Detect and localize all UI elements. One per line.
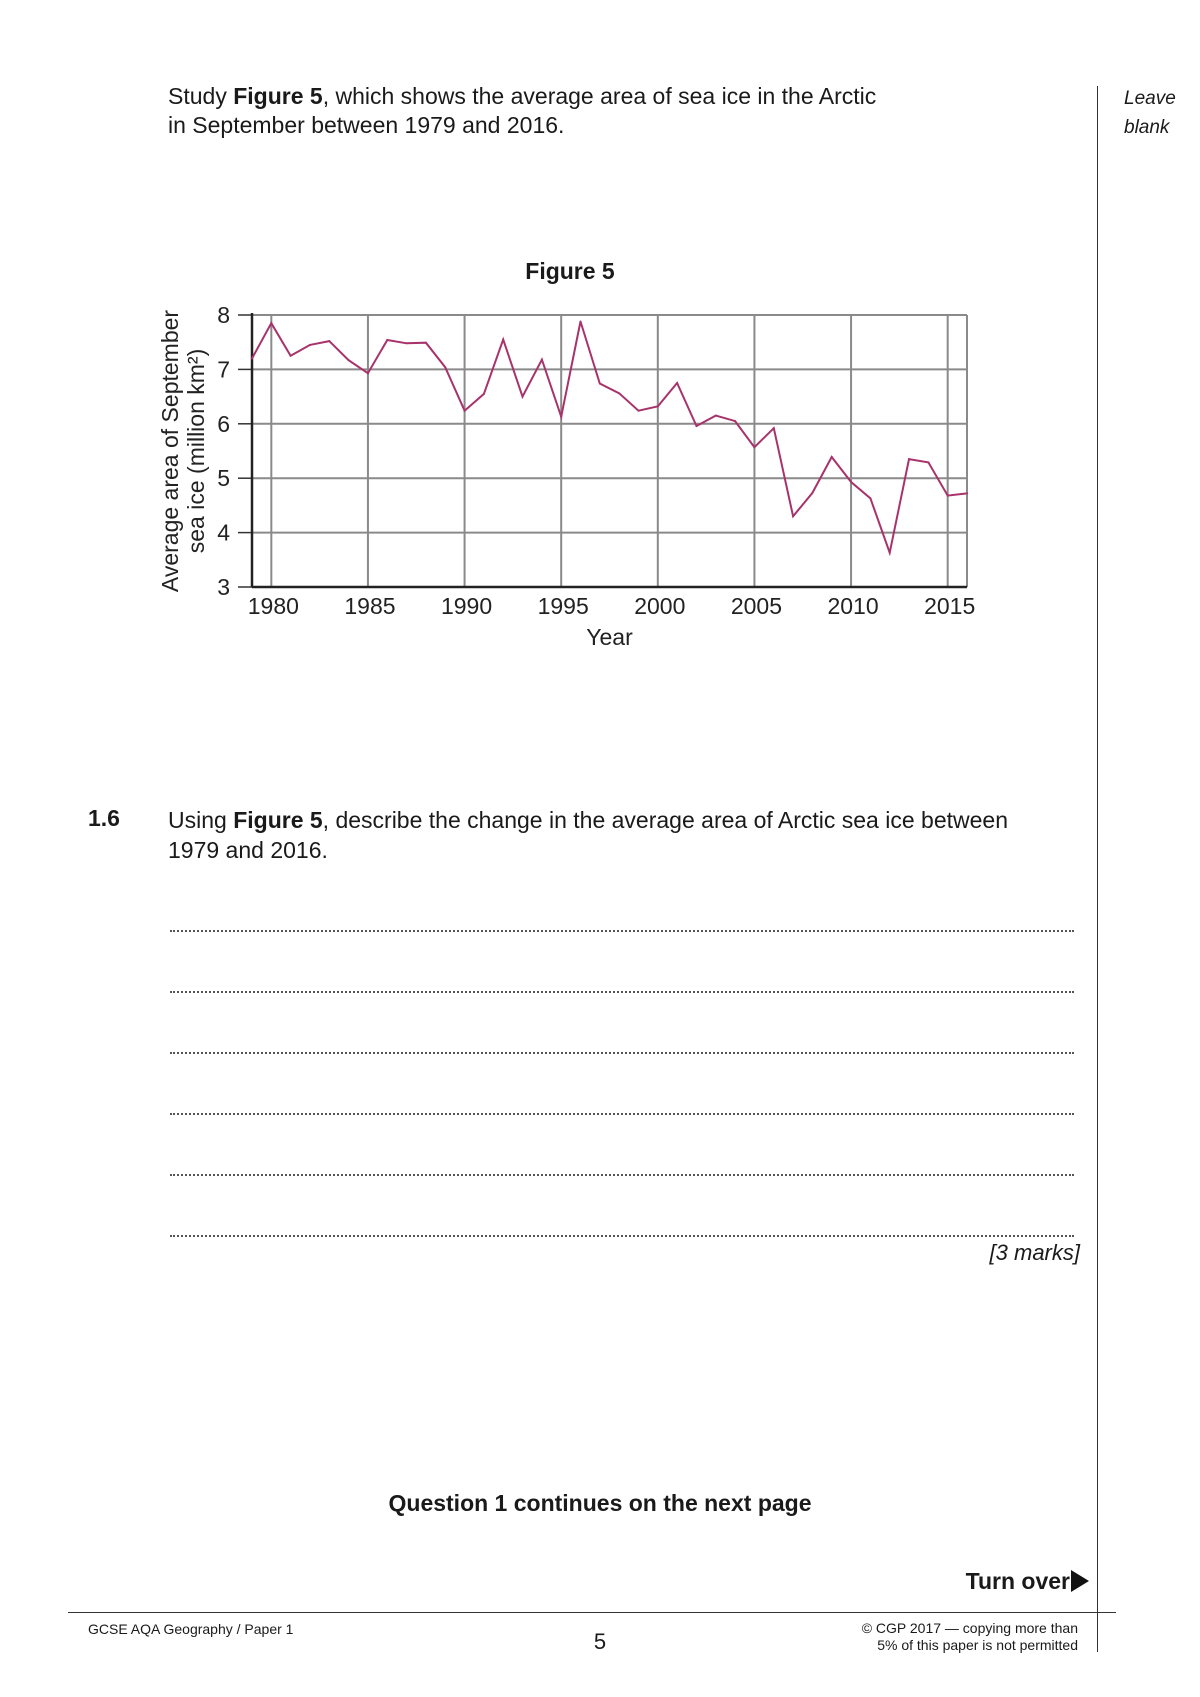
data-point — [908, 458, 910, 460]
margin-note-line1: Leave — [1124, 88, 1176, 109]
data-point — [599, 383, 601, 385]
x-tick-label: 1980 — [247, 593, 299, 619]
answer-line[interactable] — [170, 1052, 1074, 1054]
data-point — [444, 366, 446, 368]
footer-right — [770, 1620, 1078, 1654]
data-point — [541, 359, 543, 361]
intro-line1-rest: , which shows the average area of sea ice in the Arctic — [322, 83, 877, 109]
answer-line[interactable] — [170, 1174, 1074, 1176]
y-tick-label: 7 — [217, 356, 230, 383]
intro-text — [168, 82, 1048, 140]
turn-over-arrow-icon — [1071, 1570, 1089, 1592]
question-prefix: Using — [168, 807, 234, 833]
data-point — [309, 344, 311, 346]
question-line1-rest: , describe the change in the average area of Arctic sea ice between — [322, 807, 1008, 833]
data-point — [792, 515, 794, 517]
data-point — [753, 446, 755, 448]
data-point — [773, 427, 775, 429]
y-tick-label: 8 — [217, 302, 230, 328]
data-point — [889, 552, 891, 554]
data-point — [560, 416, 562, 418]
data-point — [637, 410, 639, 412]
footer-rule — [68, 1612, 1116, 1613]
data-point — [869, 497, 871, 499]
data-point — [966, 492, 968, 494]
x-axis-label: Year — [586, 624, 633, 650]
data-point — [618, 392, 620, 394]
data-point — [580, 321, 582, 323]
data-point — [464, 410, 466, 412]
data-point — [831, 456, 833, 458]
y-axis-label-line2: sea ice (million km²) — [183, 348, 209, 554]
figure-title: Figure 5 — [525, 258, 615, 284]
data-point — [290, 355, 292, 357]
question-line2: 1979 and 2016. — [168, 837, 328, 863]
data-point — [734, 420, 736, 422]
chart-tick-labels — [217, 302, 975, 619]
footer-left: GCSE AQA Geography / Paper 1 — [88, 1621, 294, 1637]
data-point — [927, 461, 929, 463]
x-tick-label: 1990 — [440, 593, 493, 619]
data-point — [348, 359, 350, 361]
data-point — [328, 340, 330, 342]
x-tick-label: 1995 — [537, 593, 589, 619]
y-tick-label: 3 — [217, 574, 230, 600]
question-figure-ref: Figure 5 — [233, 807, 323, 833]
chart-grid — [252, 315, 967, 587]
intro-line2: in September between 1979 and 2016. — [168, 112, 565, 138]
data-point — [502, 338, 504, 340]
answer-line[interactable] — [170, 1113, 1074, 1115]
y-tick-label: 5 — [217, 465, 230, 492]
chart-series — [251, 321, 968, 554]
turn-over-label: Turn over — [965, 1568, 1070, 1594]
page-number: 5 — [593, 1629, 607, 1654]
marks-label: [3 marks] — [989, 1240, 1080, 1265]
answer-line[interactable] — [170, 991, 1074, 993]
data-point — [657, 405, 659, 407]
data-point — [676, 382, 678, 384]
margin-rule — [1097, 86, 1098, 1652]
margin-note-line2: blank — [1124, 117, 1170, 138]
margin-note — [1124, 84, 1176, 142]
footer-right-line1: © CGP 2017 — copying more than — [861, 1620, 1078, 1636]
data-point — [406, 342, 408, 344]
data-point — [811, 492, 813, 494]
intro-prefix: Study — [168, 83, 234, 109]
data-point — [483, 393, 485, 395]
sea-ice-chart — [150, 290, 980, 670]
data-point — [425, 342, 427, 344]
x-tick-label: 2015 — [924, 593, 976, 619]
x-tick-label: 2010 — [827, 593, 879, 619]
sea-ice-line — [252, 322, 967, 553]
y-tick-label: 4 — [217, 519, 230, 546]
data-point — [947, 495, 949, 497]
data-point — [251, 358, 253, 360]
y-axis-label-line1: Average area of September — [157, 309, 183, 593]
continues-notice: Question 1 continues on the next page — [388, 1490, 812, 1516]
data-point — [695, 425, 697, 427]
intro-figure-ref: Figure 5 — [233, 83, 323, 109]
question-text — [168, 805, 1068, 865]
data-point — [522, 396, 524, 398]
footer-right-line2: 5% of this paper is not permitted — [877, 1637, 1078, 1653]
answer-line[interactable] — [170, 930, 1074, 932]
x-tick-label: 2005 — [730, 593, 783, 619]
data-point — [386, 339, 388, 341]
x-tick-label: 2000 — [634, 593, 686, 619]
data-point — [367, 372, 369, 374]
y-tick-label: 6 — [217, 410, 230, 437]
chart-axes — [238, 313, 967, 587]
data-point — [715, 415, 717, 417]
answer-line[interactable] — [170, 1235, 1074, 1237]
data-point — [270, 322, 272, 324]
question-number: 1.6 — [88, 805, 120, 831]
data-point — [850, 481, 852, 483]
x-tick-label: 1985 — [344, 593, 396, 619]
